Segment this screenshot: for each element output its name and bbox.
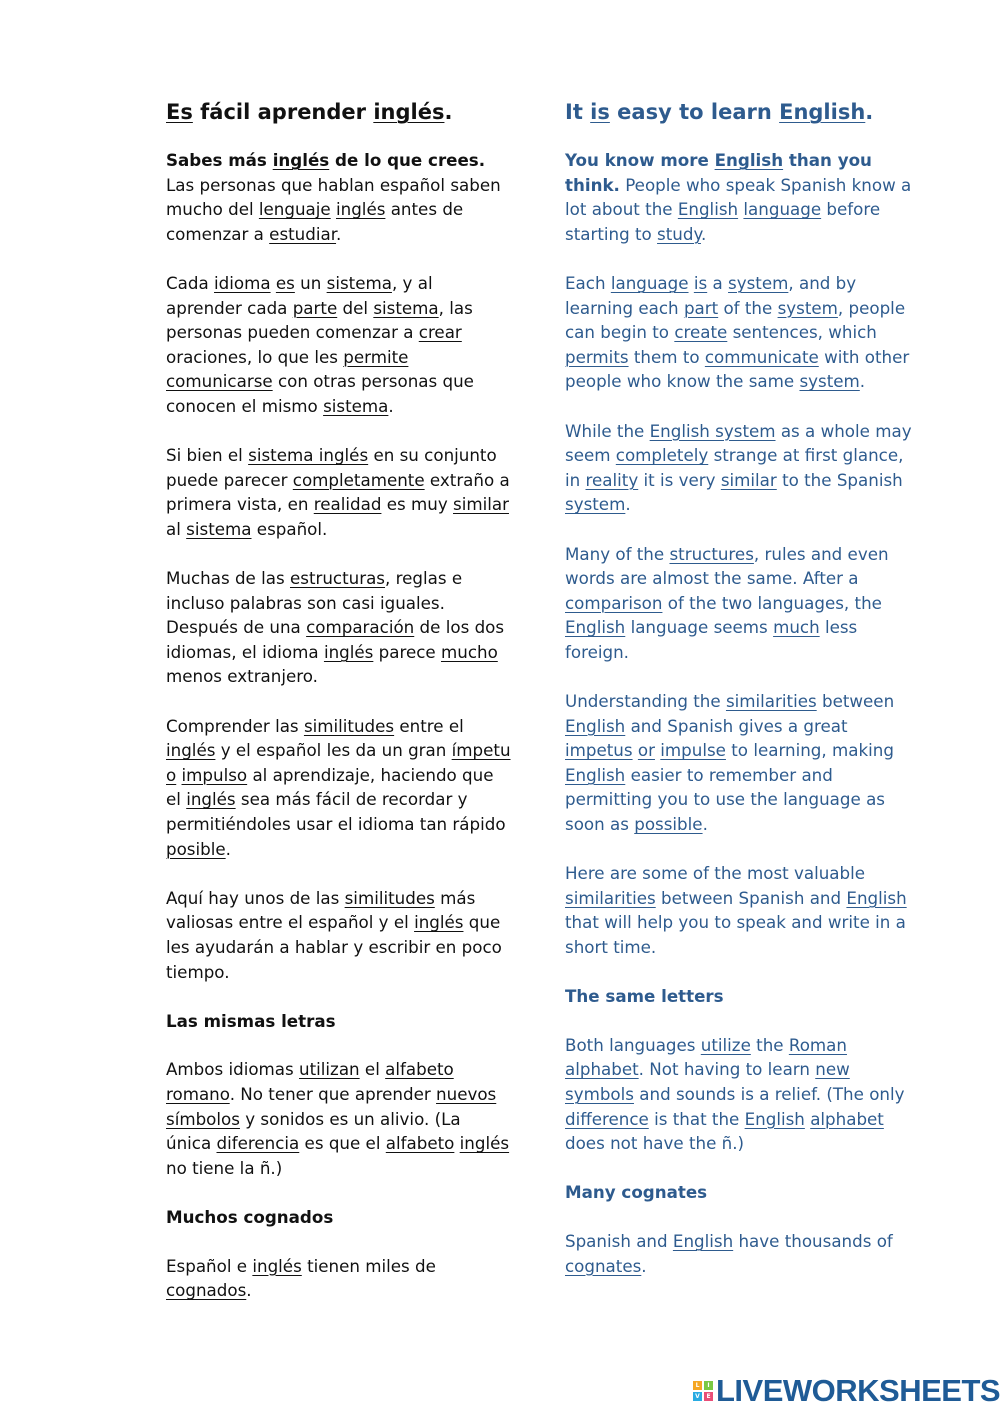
logo-mark-square: V (693, 1392, 702, 1401)
paragraph (565, 271, 915, 394)
vocab-word: inglés (459, 1133, 510, 1154)
text-run: , las personas pueden comenzar a (166, 297, 473, 343)
vocab-word: similar (720, 469, 777, 490)
vocab-word: comunicarse (166, 371, 273, 392)
text-run: el (359, 1059, 386, 1080)
text-run: . (336, 223, 342, 244)
vocab-word: inglés (414, 912, 464, 933)
english-body (565, 148, 915, 1278)
liveworksheets-logo-mark-icon (693, 1381, 713, 1401)
text-run: , rules and even words are almost the same. After a (565, 543, 889, 589)
vocab-word: difference (565, 1108, 649, 1129)
text-run: . (865, 100, 874, 124)
vocab-word: similarities (565, 887, 656, 908)
text-run: al (166, 518, 187, 539)
text-run: People who speak Spanish know a lot about the (565, 174, 912, 220)
section-heading (565, 1180, 915, 1205)
paragraph (565, 419, 915, 517)
vocab-word: system (799, 371, 860, 392)
vocab-word: ímpetu o (166, 740, 511, 785)
logo-mark-square: I (704, 1381, 713, 1390)
vocab-word: similitudes (303, 715, 395, 736)
paragraph (166, 1057, 511, 1180)
text-run: , and by learning each (565, 272, 857, 318)
english-column (565, 97, 915, 1303)
text-run: have thousands of (733, 1230, 893, 1251)
text-run: Muchas de las (166, 568, 290, 589)
text-run: Understanding the (565, 691, 726, 712)
text-run: . (246, 1280, 252, 1301)
spanish-column (166, 97, 511, 1327)
paragraph (166, 148, 511, 246)
text-run: más valiosas entre el español y el (166, 887, 476, 933)
vocab-word: completely (615, 445, 709, 466)
spanish-title (166, 97, 511, 127)
vocab-word: is (693, 272, 708, 293)
text-run: easier to remember and permitting you to use the language as soon as (565, 764, 885, 835)
text-run: . (444, 100, 453, 124)
vocab-word: create (674, 322, 728, 343)
paragraph (565, 689, 915, 837)
section-heading (166, 1205, 511, 1230)
text-run: You know more (565, 150, 715, 170)
text-run: . (625, 494, 631, 515)
text-run: that will help you to speak and write in a short time. (565, 912, 906, 957)
text-run: While the (565, 420, 650, 441)
paragraph (166, 271, 511, 419)
paragraph (166, 714, 511, 862)
vocab-word: English (565, 617, 626, 638)
text-run: con otras personas que conocen el mismo (166, 371, 474, 416)
text-run: Español e (166, 1255, 253, 1276)
text-run: Sabes más (166, 150, 273, 170)
vocab-word: English (846, 887, 907, 908)
vocab-word: inglés (373, 100, 445, 124)
vocab-word: impetus (565, 740, 633, 761)
vocab-word: language (743, 199, 822, 220)
vocab-word: utilizan (299, 1059, 360, 1080)
text-run: Many of the (565, 543, 670, 564)
text-run: es que el (299, 1133, 386, 1154)
text-run: oraciones, lo que les (166, 346, 344, 367)
vocab-word: utilize (700, 1034, 751, 1055)
logo-mark-square: L (693, 1381, 702, 1390)
vocab-word: es (275, 272, 295, 293)
text-run: un (294, 272, 327, 293)
vocab-word: comparison (565, 592, 663, 613)
text-run: of the (718, 297, 778, 318)
text-run: Here are some of the most valuable (565, 863, 866, 884)
vocab-word: new symbols (565, 1059, 850, 1104)
vocab-word: similarities (725, 691, 817, 712)
liveworksheets-logo-text: LIVEWORKSHEETS (716, 1373, 1000, 1408)
paragraph (166, 886, 511, 984)
vocab-word: English (677, 199, 739, 220)
text-run: sea más fácil de recordar y permitiéndoles usar el idioma tan rápido (166, 789, 506, 835)
text-run: sentences, which (727, 322, 877, 343)
vocab-word: sistema (186, 518, 252, 539)
vocab-word: inglés (323, 641, 374, 662)
text-run: strange at first glance, in (565, 445, 904, 490)
text-run: parece (373, 641, 441, 662)
english-title (565, 97, 915, 127)
vocab-word: crear (418, 322, 462, 343)
vocab-word: part (683, 297, 719, 318)
vocab-word: similar (453, 494, 509, 515)
paragraph (565, 1229, 915, 1278)
paragraph (166, 443, 511, 541)
paragraph (565, 542, 915, 665)
text-run: it is very (638, 469, 721, 490)
text-run: them to (628, 346, 705, 367)
vocab-word: study (657, 223, 701, 244)
text-run: easy to learn (609, 100, 780, 124)
vocab-word: is (590, 100, 610, 124)
vocab-word: Es (166, 100, 193, 124)
text-run: Both languages (565, 1034, 701, 1055)
text-run: tienen miles de (301, 1255, 436, 1276)
text-run: Las personas que hablan español saben mucho del (166, 174, 501, 220)
text-run: entre el (394, 715, 464, 736)
text-run: menos extranjero. (166, 666, 318, 687)
vocab-word: inglés (166, 740, 216, 761)
vocab-word: impulse (660, 740, 726, 761)
text-run: . (859, 371, 866, 392)
vocab-word: alphabet (810, 1108, 884, 1129)
text-run: antes de comenzar a (166, 199, 464, 244)
liveworksheets-logo[interactable] (693, 1375, 1000, 1407)
text-run: . (702, 814, 708, 835)
text-run: is that the (648, 1108, 745, 1129)
text-run: language seems (625, 617, 774, 638)
text-run: de los dos idiomas, el idioma (166, 617, 505, 662)
vocab-word: sistema (326, 272, 392, 293)
vocab-word: nuevos símbolos (166, 1083, 497, 1129)
text-run: It (565, 100, 591, 124)
text-run: between (816, 691, 895, 712)
vocab-word: possible (634, 814, 703, 835)
text-run: Aquí hay unos de las (166, 887, 345, 908)
text-run: a (707, 272, 729, 293)
text-run: español. (251, 518, 328, 539)
text-run: en su conjunto puede parecer (166, 445, 497, 490)
vocab-word: cognates (565, 1255, 642, 1276)
paragraph (166, 566, 511, 689)
text-run: . (388, 395, 394, 416)
spanish-body (166, 148, 511, 1303)
text-run: and Spanish gives a great (625, 715, 848, 736)
vocab-word: inglés (186, 789, 236, 810)
vocab-word: comparación (306, 617, 415, 638)
vocab-word: estructuras (289, 568, 386, 589)
text-run: to learning, making (725, 740, 894, 761)
vocab-word: system (728, 272, 789, 293)
text-run: Muchos cognados (166, 1206, 334, 1227)
text-run: no tiene la ñ.) (166, 1157, 283, 1178)
vocab-word: permits (565, 346, 629, 367)
text-run: between Spanish and (655, 887, 847, 908)
vocab-word: inglés (272, 150, 330, 170)
text-run: with other people who know the same (565, 346, 910, 392)
vocab-word: permite (343, 346, 409, 367)
paragraph (166, 1254, 511, 1303)
text-run: . (700, 223, 707, 244)
vocab-word: language (610, 272, 689, 293)
vocab-word: structures (669, 543, 754, 564)
vocab-word: alfabeto (385, 1133, 455, 1154)
vocab-word: English (672, 1230, 734, 1251)
vocab-word: estudiar (269, 223, 337, 244)
text-run: es muy (381, 494, 454, 515)
text-run: al aprendizaje, haciendo que el (166, 764, 494, 810)
vocab-word: much (773, 617, 820, 638)
vocab-word: mucho (440, 641, 498, 662)
text-run: , reglas e incluso palabras son casi iguales. Después de una (166, 568, 463, 638)
text-run: the (750, 1034, 789, 1055)
vocab-word: English (565, 764, 626, 785)
text-run: Ambos idiomas (166, 1059, 300, 1080)
text-run: less foreign. (565, 617, 858, 662)
vocab-word: Roman alphabet (565, 1034, 847, 1080)
text-run: , y al aprender cada (166, 272, 433, 318)
text-run: of the two languages, the (662, 592, 882, 613)
text-run: The same letters (565, 986, 724, 1007)
text-run: . Not having to learn (638, 1059, 816, 1080)
paragraph (565, 148, 915, 246)
text-run: before starting to (565, 199, 881, 244)
vocab-word: impulso (181, 764, 248, 785)
paragraph (565, 1033, 915, 1156)
vocab-word: inglés (252, 1255, 302, 1276)
text-run: que les ayudarán a hablar y escribir en poco tiempo. (166, 912, 502, 982)
vocab-word: English (779, 100, 866, 124)
vocab-word: English (565, 715, 626, 736)
text-run: Si bien el (166, 445, 249, 466)
vocab-word: cognados (166, 1280, 247, 1301)
section-heading (565, 984, 915, 1009)
vocab-word: parte (292, 297, 338, 318)
vocab-word: similitudes (344, 887, 435, 908)
text-run: Spanish and (565, 1230, 673, 1251)
paragraph (565, 861, 915, 959)
vocab-word: system (565, 494, 626, 515)
vocab-word: sistema (323, 395, 389, 416)
vocab-word: communicate (704, 346, 819, 367)
text-run: fácil aprender (192, 100, 374, 124)
text-run: , people can begin to (565, 297, 906, 343)
text-run: y el español les da un gran (215, 740, 452, 761)
vocab-word: alfabeto romano (166, 1059, 454, 1104)
text-run: de lo que crees. (329, 150, 486, 170)
vocab-word: completamente (292, 469, 425, 490)
text-run: Each (565, 272, 611, 293)
logo-mark-square: E (704, 1392, 713, 1401)
text-run: and sounds is a relief. (The only (633, 1083, 905, 1104)
vocab-word: or (637, 740, 655, 761)
text-run: than you think. (565, 150, 872, 195)
text-run: Cada (166, 272, 215, 293)
text-run: . (641, 1255, 647, 1276)
text-run: Many cognates (565, 1182, 708, 1203)
vocab-word: sistema (373, 297, 439, 318)
text-run: . (225, 838, 231, 859)
vocab-word: English (744, 1108, 805, 1129)
vocab-word: English system (649, 420, 776, 441)
text-run: to the Spanish (776, 469, 903, 490)
vocab-word: English (714, 150, 784, 170)
vocab-word: posible (166, 838, 226, 859)
text-run: Las mismas letras (166, 1010, 336, 1031)
vocab-word: lenguaje (258, 199, 331, 220)
text-run: . No tener que aprender (229, 1083, 437, 1104)
text-run: Comprender las (166, 715, 304, 736)
text-run: y sonidos es un alivio. (La única (166, 1108, 461, 1154)
text-run: extraño a primera vista, en (166, 469, 510, 515)
vocab-word: diferencia (216, 1133, 300, 1154)
vocab-word: realidad (313, 494, 382, 515)
vocab-word: inglés (336, 199, 386, 220)
text-run: del (337, 297, 374, 318)
vocab-word: system (777, 297, 838, 318)
text-run: as a whole may seem (565, 420, 912, 466)
vocab-word: idioma (214, 272, 271, 293)
section-heading (166, 1009, 511, 1034)
text-run: does not have the ñ.) (565, 1133, 745, 1154)
vocab-word: sistema inglés (248, 445, 369, 466)
vocab-word: reality (585, 469, 639, 490)
